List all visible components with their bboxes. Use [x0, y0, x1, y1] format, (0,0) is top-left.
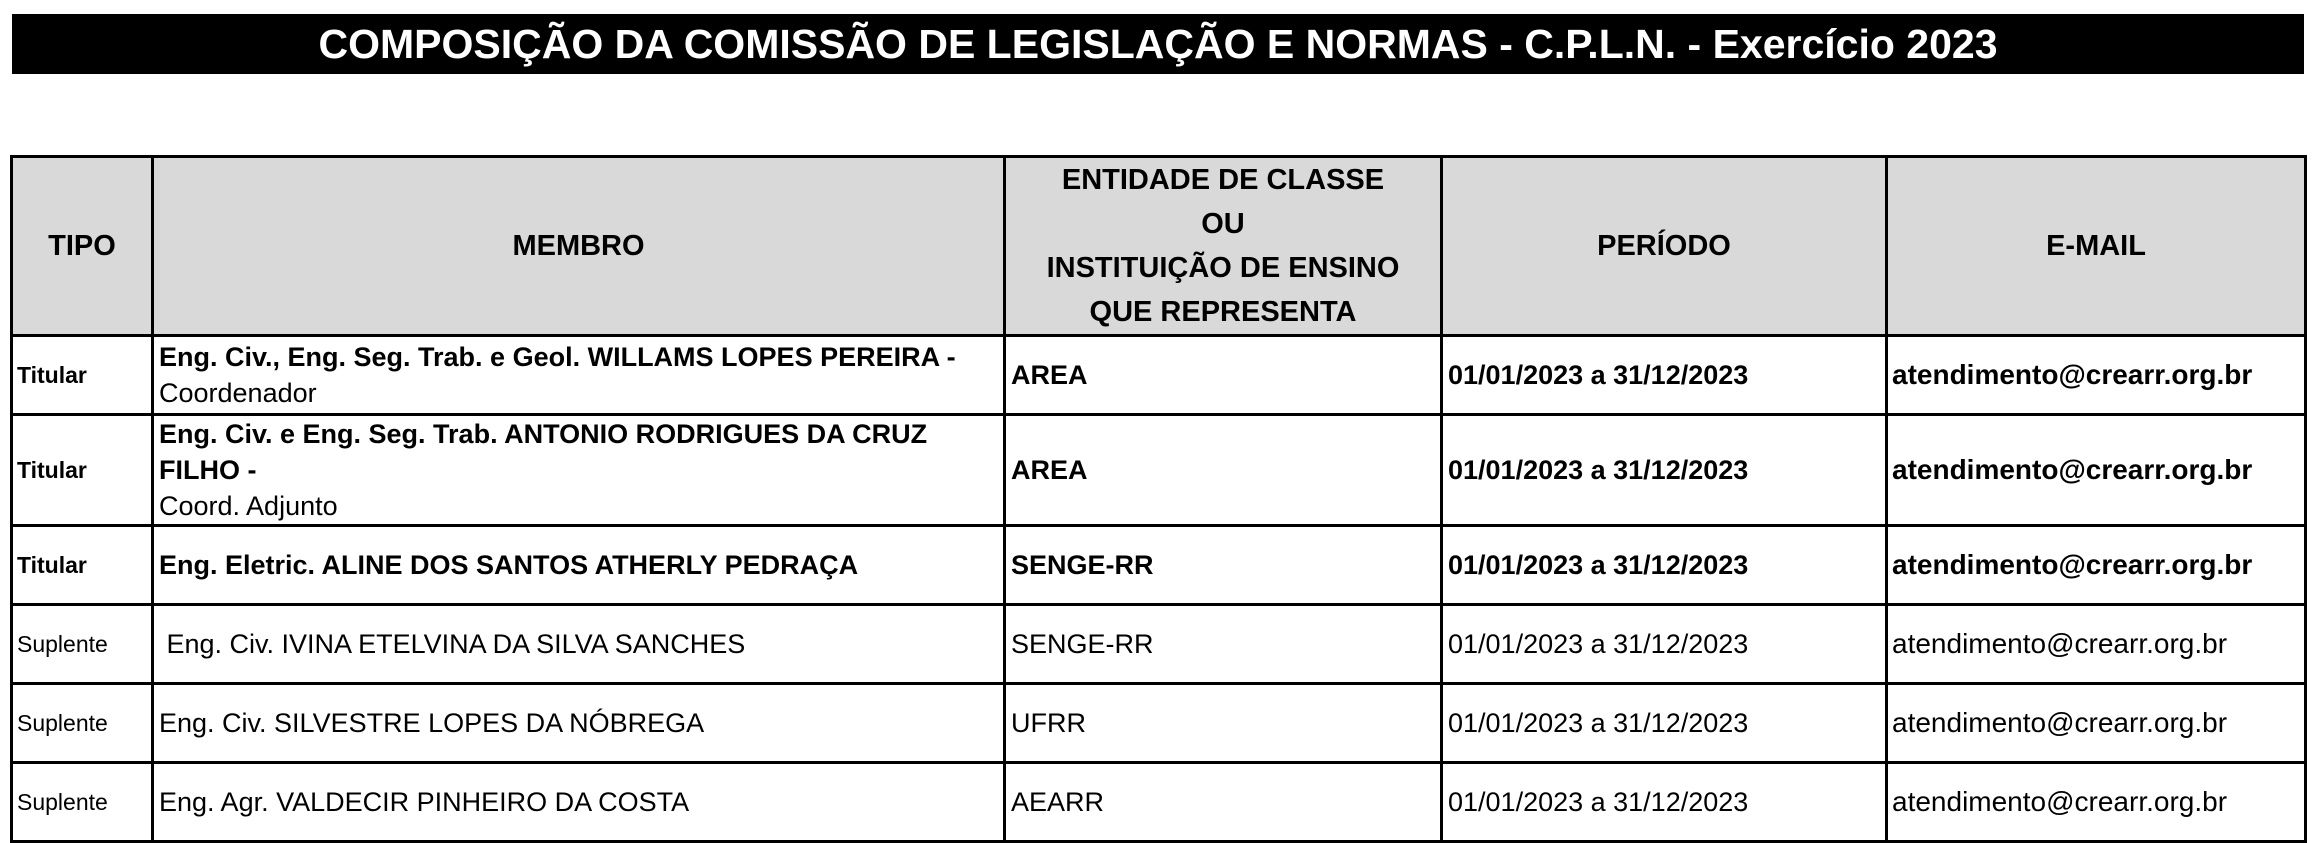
row-entidade: SENGE-RR [1005, 605, 1442, 684]
row-periodo: 01/01/2023 a 31/12/2023 [1442, 605, 1887, 684]
header-periodo: PERÍODO [1442, 157, 1887, 336]
table-row [12, 526, 2306, 605]
row-membro: Eng. Civ. IVINA ETELVINA DA SILVA SANCHES [153, 605, 1005, 684]
table-row [12, 415, 2306, 526]
row-email[interactable]: atendimento@crearr.org.br [1887, 763, 2306, 842]
row-membro: Eng. Eletric. ALINE DOS SANTOS ATHERLY PEDRAÇA [153, 526, 1005, 605]
row-entidade: SENGE-RR [1005, 526, 1442, 605]
row-periodo: 01/01/2023 a 31/12/2023 [1442, 336, 1887, 415]
row-membro: Eng. Civ. SILVESTRE LOPES DA NÓBREGA [153, 684, 1005, 763]
row-email[interactable]: atendimento@crearr.org.br [1887, 415, 2306, 526]
row-periodo: 01/01/2023 a 31/12/2023 [1442, 684, 1887, 763]
row-tipo: Titular [12, 336, 153, 415]
row-membro [153, 415, 1005, 526]
row-email[interactable]: atendimento@crearr.org.br [1887, 526, 2306, 605]
row-tipo: Titular [12, 526, 153, 605]
header-tipo: TIPO [12, 157, 153, 336]
row-periodo: 01/01/2023 a 31/12/2023 [1442, 415, 1887, 526]
member-role: Coordenador [159, 378, 317, 408]
header-entidade-line1: ENTIDADE DE CLASSE [1061, 164, 1385, 196]
row-entidade: UFRR [1005, 684, 1442, 763]
commission-members-table [10, 155, 2307, 843]
table-row [12, 336, 2306, 415]
member-role: Coord. Adjunto [159, 491, 338, 521]
row-tipo: Suplente [12, 763, 153, 842]
row-tipo: Suplente [12, 684, 153, 763]
row-email[interactable]: atendimento@crearr.org.br [1887, 336, 2306, 415]
row-email[interactable]: atendimento@crearr.org.br [1887, 605, 2306, 684]
page-title: COMPOSIÇÃO DA COMISSÃO DE LEGISLAÇÃO E NORMAS - C.P.L.N. - Exercício 2023 [12, 14, 2304, 74]
header-entidade [1005, 157, 1442, 336]
header-entidade-line3: INSTITUIÇÃO DE ENSINO [1046, 252, 1400, 284]
row-membro: Eng. Agr. VALDECIR PINHEIRO DA COSTA [153, 763, 1005, 842]
row-email[interactable]: atendimento@crearr.org.br [1887, 684, 2306, 763]
table-header-row [12, 157, 2306, 336]
row-periodo: 01/01/2023 a 31/12/2023 [1442, 526, 1887, 605]
row-membro [153, 336, 1005, 415]
header-membro: MEMBRO [153, 157, 1005, 336]
row-entidade: AREA [1005, 415, 1442, 526]
row-periodo: 01/01/2023 a 31/12/2023 [1442, 763, 1887, 842]
row-entidade: AREA [1005, 336, 1442, 415]
header-entidade-line4: QUE REPRESENTA [1089, 296, 1357, 328]
header-email: E-MAIL [1887, 157, 2306, 336]
row-tipo: Suplente [12, 605, 153, 684]
table-row [12, 605, 2306, 684]
member-name: Eng. Civ. e Eng. Seg. Trab. ANTONIO RODRIGUES DA CRUZ FILHO - [159, 419, 928, 485]
member-name: Eng. Civ., Eng. Seg. Trab. e Geol. WILLAMS LOPES PEREIRA - [159, 342, 956, 372]
header-entidade-line2: OU [1201, 208, 1245, 240]
row-entidade: AEARR [1005, 763, 1442, 842]
table-row [12, 763, 2306, 842]
table-row [12, 684, 2306, 763]
row-tipo: Titular [12, 415, 153, 526]
